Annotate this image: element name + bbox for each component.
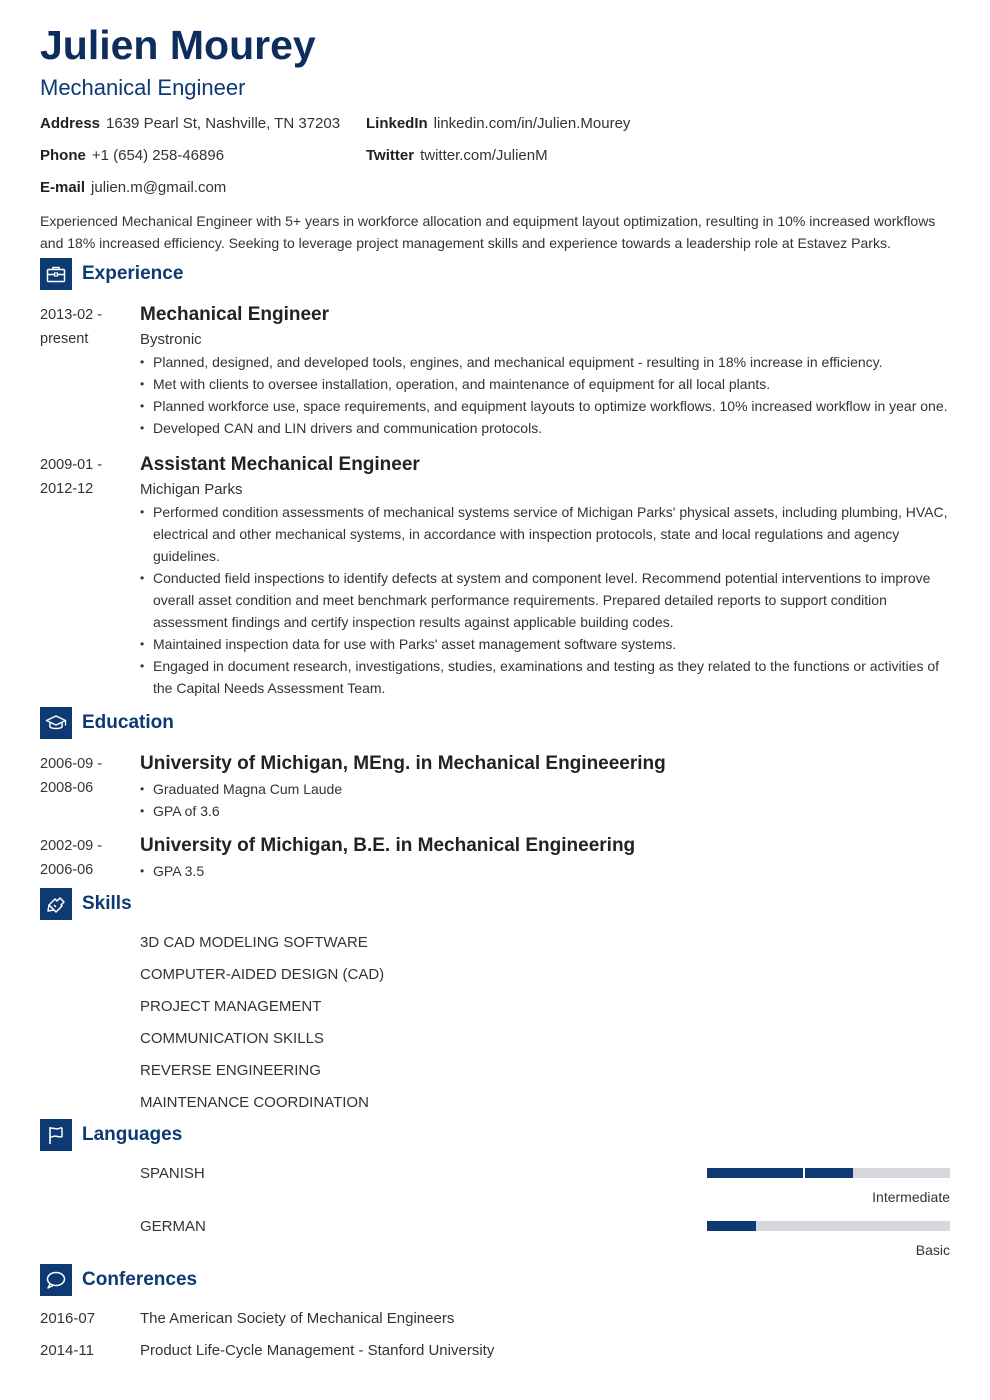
conference-date: 2016-07 [40, 1310, 96, 1327]
date-start: 2006-09 - [40, 756, 103, 772]
conference-date: 2014-11 [40, 1342, 94, 1359]
education-entry [140, 834, 950, 882]
list-item: • Graduated Magna Cum Laude [153, 778, 950, 800]
flag-icon [40, 1119, 72, 1151]
conference-name: Product Life-Cycle Management - Stanford University [140, 1342, 495, 1359]
graduation-cap-icon [40, 707, 72, 739]
education-date [40, 752, 130, 800]
contact-twitter-label: Twitter [366, 147, 415, 164]
list-item: • Performed condition assessments of mechanical systems service of Michigan Parks' physical assets, including plumbing, HVAC, electrical and other mechanical systems, in accordance with inspection protocols, state and local regulations and agency guidelines. [153, 501, 950, 567]
skill-item: COMMUNICATION SKILLS [140, 1030, 324, 1047]
job-title: Mechanical Engineer [140, 304, 330, 325]
list-item: • Planned workforce use, space requirements, and equipment layouts to optimize workflows. 10% increased workflow in year one. [153, 395, 950, 417]
contact-email-value[interactable]: julien.m@gmail.com [91, 179, 227, 196]
date-end: present [40, 331, 89, 347]
bullet-list [140, 351, 950, 439]
skill-item: COMPUTER-AIDED DESIGN (CAD) [140, 966, 385, 983]
contact-email [40, 179, 226, 197]
contact-linkedin [366, 115, 630, 133]
contact-email-label: E-mail [40, 179, 86, 196]
list-item: • Met with clients to oversee installation, operation, and maintenance of equipment for all local plants. [153, 373, 950, 395]
section-education-header [40, 707, 174, 739]
section-experience-title: Experience [82, 263, 184, 284]
language-level-fill [707, 1168, 853, 1178]
contact-phone [40, 147, 224, 165]
company-name: Bystronic [140, 331, 202, 348]
contact-address-value: 1639 Pearl St, Nashville, TN 37203 [106, 115, 341, 132]
bar-divider [803, 1168, 805, 1178]
date-end: 2008-06 [40, 780, 94, 796]
list-item: • GPA of 3.6 [153, 800, 950, 822]
resume-name: Julien Mourey [40, 22, 316, 68]
bullet-list [140, 778, 950, 822]
list-item: • Conducted field inspections to identify defects at system and component level. Recommend potential interventions to improve overall asset condition and meet benchmark performance requirements. Prepared detailed reports to support condition assessment findings and certify inspection results against applicable building codes. [153, 567, 950, 633]
conference-name: The American Society of Mechanical Engineers [140, 1310, 455, 1327]
skill-item: 3D CAD MODELING SOFTWARE [140, 934, 368, 951]
language-level-label: Intermediate [872, 1189, 950, 1205]
summary-text: Experienced Mechanical Engineer with 5+ years in workforce allocation and equipment layout optimization, resulting in 10% increased workflows and 18% increased efficiency. Seeking to leverage project management skills and experience towards a leadership role at Estavez Parks. [40, 213, 936, 251]
skill-item: REVERSE ENGINEERING [140, 1062, 321, 1079]
language-level-bar [707, 1168, 950, 1178]
contact-phone-value: +1 (654) 258-46896 [91, 147, 225, 164]
list-item: • Maintained inspection data for use with Parks' asset management software systems. [153, 633, 950, 655]
contact-twitter [366, 147, 548, 165]
experience-entry [140, 303, 950, 439]
date-start: 2009-01 - [40, 457, 103, 473]
company-name: Michigan Parks [140, 481, 243, 498]
contact-address-label: Address [40, 115, 101, 132]
section-skills-header [40, 888, 132, 920]
date-end: 2012-12 [40, 481, 94, 497]
contact-linkedin-label: LinkedIn [366, 115, 428, 132]
experience-date [40, 303, 130, 351]
date-end: 2006-06 [40, 862, 94, 878]
contact-twitter-value[interactable]: twitter.com/JulienM [420, 147, 548, 164]
contact-address [40, 115, 340, 133]
language-level-bar [707, 1221, 950, 1231]
list-item: • GPA 3.5 [153, 860, 950, 882]
section-conferences-header [40, 1264, 197, 1296]
briefcase-icon [40, 258, 72, 290]
bullet-list [140, 501, 950, 699]
skill-item: MAINTENANCE COORDINATION [140, 1094, 369, 1111]
section-conferences-title: Conferences [82, 1269, 198, 1290]
resume-title: Mechanical Engineer [40, 75, 246, 100]
date-start: 2002-09 - [40, 838, 103, 854]
experience-date [40, 453, 130, 501]
list-item: • Planned, designed, and developed tools, engines, and mechanical equipment - resulting in 18% increase in efficiency. [153, 351, 950, 373]
list-item: • Developed CAN and LIN drivers and communication protocols. [153, 417, 950, 439]
section-languages-title: Languages [82, 1124, 183, 1145]
experience-entry [140, 453, 950, 699]
language-level-label: Basic [915, 1242, 950, 1258]
list-item: • Engaged in document research, investigations, studies, examinations and testing as they related to the functions or activities of the Capital Needs Assessment Team. [153, 655, 950, 699]
contact-linkedin-value[interactable]: linkedin.com/in/Julien.Mourey [433, 115, 631, 132]
section-languages-header [40, 1119, 182, 1151]
language-name: GERMAN [140, 1218, 206, 1235]
bullet-list [140, 860, 950, 882]
contact-phone-label: Phone [40, 147, 86, 164]
hand-tools-icon [40, 888, 72, 920]
language-name: SPANISH [140, 1165, 205, 1182]
education-entry [140, 752, 950, 822]
degree-title: University of Michigan, MEng. in Mechanical Engineeering [140, 753, 666, 774]
language-level-fill [707, 1221, 756, 1231]
skill-item: PROJECT MANAGEMENT [140, 998, 322, 1015]
section-education-title: Education [82, 712, 174, 733]
section-skills-title: Skills [82, 893, 132, 914]
job-title: Assistant Mechanical Engineer [140, 454, 420, 475]
speech-bubble-icon [40, 1264, 72, 1296]
education-date [40, 834, 130, 882]
degree-title: University of Michigan, B.E. in Mechanical Engineering [140, 835, 636, 856]
section-experience-header [40, 258, 183, 290]
date-start: 2013-02 - [40, 307, 103, 323]
